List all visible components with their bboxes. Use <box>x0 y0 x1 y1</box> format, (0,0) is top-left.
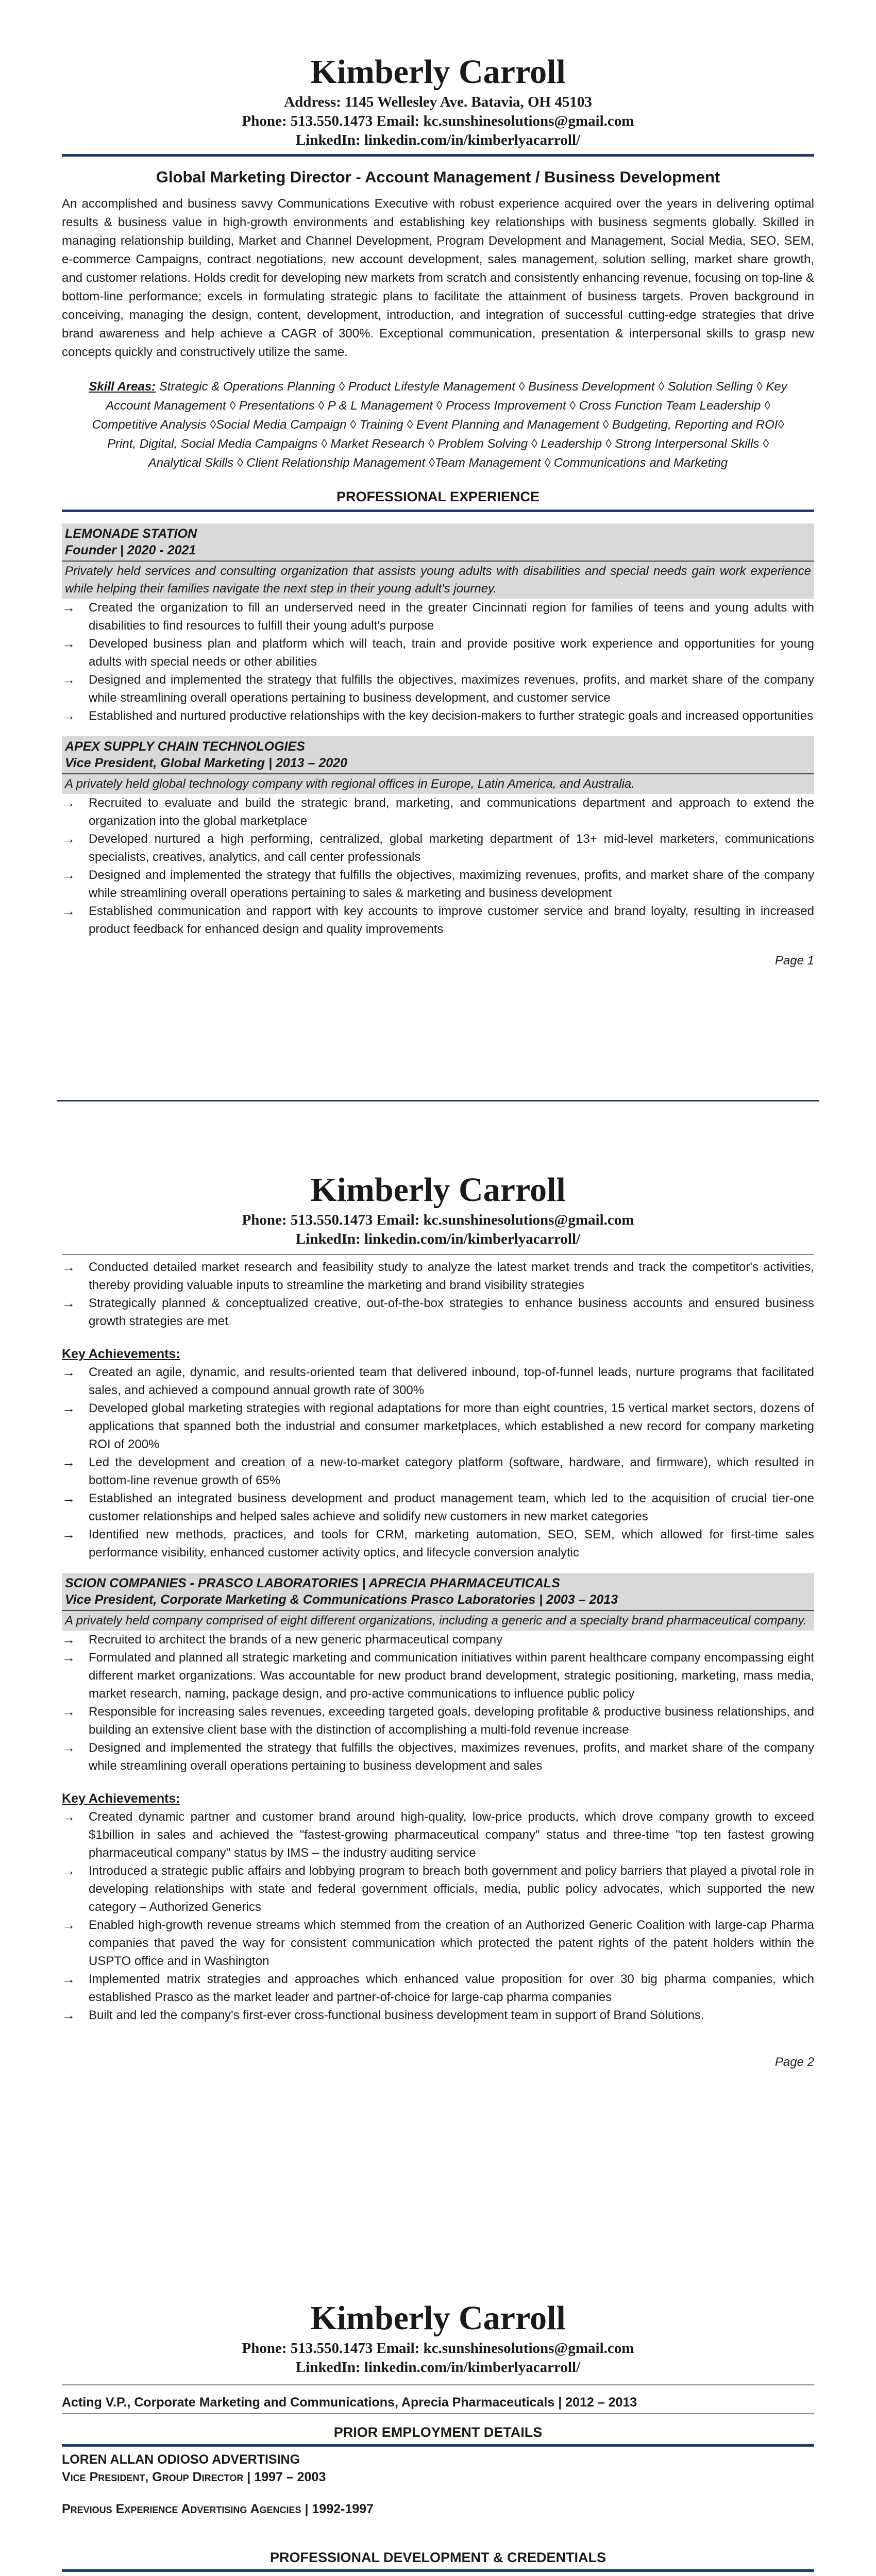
company-name: APEX SUPPLY CHAIN TECHNOLOGIES <box>65 739 305 754</box>
arrow-icon: → <box>62 708 75 723</box>
section-development: PROFESSIONAL DEVELOPMENT & CREDENTIALS <box>269 2550 607 2565</box>
arrow-icon: → <box>62 672 75 687</box>
resume-header <box>62 52 814 150</box>
linkedin-line: LinkedIn: linkedin.com/in/kimberlyacarroll/ <box>295 1231 581 1247</box>
address-line: Address: 1145 Wellesley Ave. Batavia, OH 45103 <box>284 94 592 110</box>
arrow-icon: → <box>62 1490 75 1506</box>
key-achievements-heading: Key Achievements: <box>62 1791 180 1806</box>
skill-areas-list: Strategic & Operations Planning ◊ Product Lifestyle Management ◊ Business Development ◊ Solution Selling ◊ Key Account Management ◊ Presentations ◊ P & L Management ◊ Process Improvement ◊ Cross Function Team Leadership ◊ Competitive Analysis ◊Social Media Campaign ◊ Training ◊ Event Planning and Management ◊ Budgeting, Reporting and ROI◊ Print, Digital, Social Media Campaigns ◊ Market Research ◊ Problem Solving ◊ Leadership ◊ Strong Interpersonal Skills ◊ Analytical Skills ◊ Client Relationship Management ◊Team Management ◊ Communications and Marketing <box>92 380 787 470</box>
job-lemonade-station <box>62 523 814 725</box>
arrow-icon: → <box>62 2007 75 2023</box>
page-number: Page 2 <box>774 2055 814 2069</box>
arrow-icon: → <box>62 831 75 846</box>
achievements-list <box>62 1363 814 1562</box>
arrow-icon: → <box>62 1364 75 1380</box>
list-item: → Enabled high-growth revenue streams which stemmed from the creation of an Authorized Generic Coalition with large-cap Pharma companies that paved the way for consistent communication which protected the patent rights of the patent holders within the USPTO office and in Washington <box>62 1917 814 1968</box>
acting-divider <box>62 2413 814 2414</box>
list-item: → Led the development and creation of a new-to-market category platform (software, hardware, and firmware), which resulted in bottom-line revenue growth of 65% <box>62 1454 814 1487</box>
page-2 <box>0 1133 876 2267</box>
list-item: → Established an integrated business development and product management team, which led to the acquisition of crucial tier-one customer relationships and helped sales achieve and solidify new customers in new market categories <box>62 1490 814 1523</box>
arrow-icon: → <box>62 1400 75 1416</box>
arrow-icon: → <box>62 1650 75 1665</box>
linkedin-line: LinkedIn: linkedin.com/in/kimberlyacarroll/ <box>295 2359 581 2376</box>
job-role: Founder | 2020 - 2021 <box>65 543 196 557</box>
list-item: → Recruited to evaluate and build the strategic brand, marketing, and communications department and approach to extend the organization into the global marketplace <box>62 795 814 828</box>
section-divider <box>62 510 814 512</box>
list-item: → Created an agile, dynamic, and results-oriented team that delivered inbound, top-of-funnel leads, nurture programs that facilitated sales, and achieved a compound annual growth rate of 300% <box>62 1364 814 1397</box>
section-divider <box>62 2444 814 2447</box>
company-description: A privately held company comprised of eight different organizations, including a generic and a specialty brand pharmaceutical company. <box>62 1611 814 1631</box>
acting-role: Acting V.P., Corporate Marketing and Communications, Aprecia Pharmaceuticals | 2012 – 2013 <box>62 2395 637 2410</box>
job-apex <box>62 736 814 938</box>
arrow-icon: → <box>62 1809 75 1824</box>
arrow-icon: → <box>62 795 75 810</box>
list-item: → Developed nurtured a high performing, centralized, global marketing department of 13+ mid-level marketers, communications specialists, creatives, analytics, and call center professionals <box>62 831 814 864</box>
contact-line: Phone: 513.550.1473 Email: kc.sunshinesolutions@gmail.com <box>242 2340 634 2357</box>
header-divider <box>62 1254 814 1255</box>
achievements-list <box>62 1808 814 2024</box>
list-item: → Established communication and rapport with key accounts to improve customer service and brand loyalty, resulting in increased product feedback for enhanced design and quality improvements <box>62 903 814 936</box>
arrow-icon: → <box>62 1740 75 1755</box>
company-name: SCION COMPANIES - PRASCO LABORATORIES | APRECIA PHARMACEUTICALS <box>65 1576 560 1590</box>
list-item: → Strategically planned & conceptualized creative, out-of-the-box strategies to enhance business accounts and ensured business growth strategies are met <box>62 1295 814 1328</box>
arrow-icon: → <box>62 1863 75 1878</box>
arrow-icon: → <box>62 600 75 615</box>
prior-other-experience: Previous Experience Advertising Agencies | 1992-1997 <box>62 2502 374 2516</box>
list-item: → Implemented matrix strategies and approaches which enhanced value proposition for over 30 big pharma companies, which established Prasco as the market leader and partner-of-choice for large-cap pharma companies <box>62 1971 814 2004</box>
list-item: → Formulated and planned all strategic marketing and communication initiatives within parent healthcare company encompassing eight different market organizations. Was accountable for new product brand development, strategic positioning, marketing, mass media, market research, naming, package design, and pro-active communications to influence public policy <box>62 1650 814 1701</box>
arrow-icon: → <box>62 1971 75 1987</box>
list-item: → Designed and implemented the strategy that fulfills the objectives, maximizes revenues, profits, and market share of the company while streamlining overall operations pertaining to business development and sales <box>62 1740 814 1773</box>
headline-title: Global Marketing Director - Account Management / Business Development <box>156 168 720 186</box>
arrow-icon: → <box>62 1704 75 1719</box>
list-item: → Built and led the company's first-ever cross-functional business development team in support of Brand Solutions. <box>62 2006 814 2024</box>
skill-areas-label: Skill Areas: <box>89 380 156 394</box>
job-bullets <box>62 599 814 725</box>
list-item: → Introduced a strategic public affairs and lobbying program to breach both government and policy barriers that played a pivotal role in developing relationships with state and federal government officials, media, public policy advocates, which supported the new category – Authorized Generics <box>62 1863 814 1914</box>
page-3 <box>0 2267 876 2576</box>
company-description: Privately held services and consulting organization that assists young adults with disabilities and special needs gain work experience while helping their families navigate the next step in their young adult's journey. <box>62 562 814 599</box>
job-header <box>62 736 814 773</box>
list-item: → Developed global marketing strategies with regional adaptations for more than eight countries, 15 vertical market sectors, dozens of applications that spanned both the industrial and consumer marketplaces, which established a new record for company marketing ROI of 200% <box>62 1400 814 1451</box>
list-item: → Created the organization to fill an underserved need in the greater Cincinnati region for families of teens and young adults with disabilities to find resources to fulfill their young adult's purpose <box>62 600 814 633</box>
candidate-name: Kimberly Carroll <box>310 53 566 91</box>
prior-role: Vice President, Group Director | 1997 – 2003 <box>62 2470 326 2484</box>
header-divider <box>62 2384 814 2385</box>
section-divider <box>62 2569 814 2572</box>
contact-line: Phone: 513.550.1473 Email: kc.sunshinesolutions@gmail.com <box>242 113 634 129</box>
section-prior-employment: PRIOR EMPLOYMENT DETAILS <box>333 2425 543 2440</box>
key-achievements-heading: Key Achievements: <box>62 1347 180 1361</box>
job-role: Vice President, Global Marketing | 2013 – 2020 <box>65 756 347 770</box>
arrow-icon: → <box>62 1917 75 1933</box>
arrow-icon: → <box>62 1527 75 1542</box>
job-role: Vice President, Corporate Marketing & Communications Prasco Laboratories | 2003 – 2013 <box>65 1592 618 1607</box>
arrow-icon: → <box>62 1632 75 1647</box>
arrow-icon: → <box>62 867 75 883</box>
job-bullets <box>62 794 814 938</box>
arrow-icon: → <box>62 1259 75 1275</box>
list-item: → Developed business plan and platform which will teach, train and provide positive work experience and opportunities for young adults with special needs or other abilities <box>62 636 814 669</box>
list-item: → Established and nurtured productive relationships with the key decision-makers to further strategic goals and increased opportunities <box>62 707 814 725</box>
arrow-icon: → <box>62 903 75 919</box>
list-item: → Identified new methods, practices, and tools for CRM, marketing automation, SEO, SEM, which allowed for first-time sales performance visibility, enhanced customer activity optics, and lifecycle conversion analytic <box>62 1527 814 1560</box>
linkedin-line: LinkedIn: linkedin.com/in/kimberlyacarroll/ <box>295 132 581 148</box>
list-item: → Recruited to architect the brands of a new generic pharmaceutical company <box>62 1631 814 1649</box>
arrow-icon: → <box>62 636 75 651</box>
list-item: → Designed and implemented the strategy that fulfills the objectives, maximizes revenues, profits, and market share of the company while streamlining overall operations pertaining to business development, and customer service <box>62 672 814 705</box>
page-number: Page 1 <box>774 954 814 968</box>
header-divider <box>62 154 814 157</box>
section-professional-experience: PROFESSIONAL EXPERIENCE <box>336 489 540 504</box>
list-item: → Conducted detailed market research and feasibility study to analyze the latest market trends and track the competitor's activities, thereby providing valuable inputs to streamline the marketing and brand visibility strategies <box>62 1259 814 1292</box>
company-description: A privately held global technology company with regional offices in Europe, Latin America, and Australia. <box>62 774 814 794</box>
resume-header <box>62 2298 814 2377</box>
summary-paragraph: An accomplished and business savvy Communications Executive with robust experience acquired over the years in delivering optimal results & business value in high-growth environments and establishing key relationships with business segments globally. Skilled in managing relationship building, Market and Channel Development, Program Development and Management, Social Media, SEO, SEM, e-commerce Campaigns, contract negotiations, new account development, sales management, solution selling, market share growth, and customer relations. Holds credit for developing new markets from scratch and consistently enhancing revenue, focusing on top-line & bottom-line performance; excels in formulating strategic plans to facilitate the attainment of business targets. Proven background in conceiving, managing the design, content, development, introduction, and integration of successful cutting-edge strategies that drive brand awareness and help achieve a CAGR of 300%. Exceptional communication, presentation & interpersonal skills to grasp new concepts quickly and constructively utilize the same. <box>62 197 814 359</box>
page-1 <box>0 0 876 1133</box>
job-header <box>62 523 814 561</box>
arrow-icon: → <box>62 1454 75 1470</box>
candidate-name: Kimberly Carroll <box>310 2299 566 2337</box>
company-name: LEMONADE STATION <box>65 527 197 541</box>
list-item: → Responsible for increasing sales revenues, exceeding targeted goals, developing profitable & productive business relationships, and building an extensive client base with the distinction of accomplishing a multi-fold revenue increase <box>62 1704 814 1737</box>
candidate-name: Kimberly Carroll <box>310 1171 566 1209</box>
job-header <box>62 1573 814 1610</box>
contact-line: Phone: 513.550.1473 Email: kc.sunshinesolutions@gmail.com <box>242 1212 634 1228</box>
prior-company: LOREN ALLAN ODIOSO ADVERTISING <box>62 2452 300 2467</box>
job-bullets-continued <box>62 1258 814 1330</box>
list-item: → Designed and implemented the strategy that fulfills the objectives, maximizing revenues, profits, and market share of the company while streamlining overall operations pertaining to sales & marketing and business development <box>62 867 814 900</box>
skill-areas <box>62 377 814 472</box>
job-bullets <box>62 1631 814 1775</box>
resume-header <box>62 1170 814 1249</box>
job-scion <box>62 1573 814 1775</box>
page-bottom-rule <box>57 1100 819 1101</box>
list-item: → Created dynamic partner and customer brand around high-quality, low-price products, which drove company growth to exceed $1billion in sales and achieved the "fastest-growing pharmaceutical company" status and three-time "top ten fastest growing pharmaceutical company" status by IMS – the industry auditing service <box>62 1809 814 1860</box>
arrow-icon: → <box>62 1295 75 1311</box>
